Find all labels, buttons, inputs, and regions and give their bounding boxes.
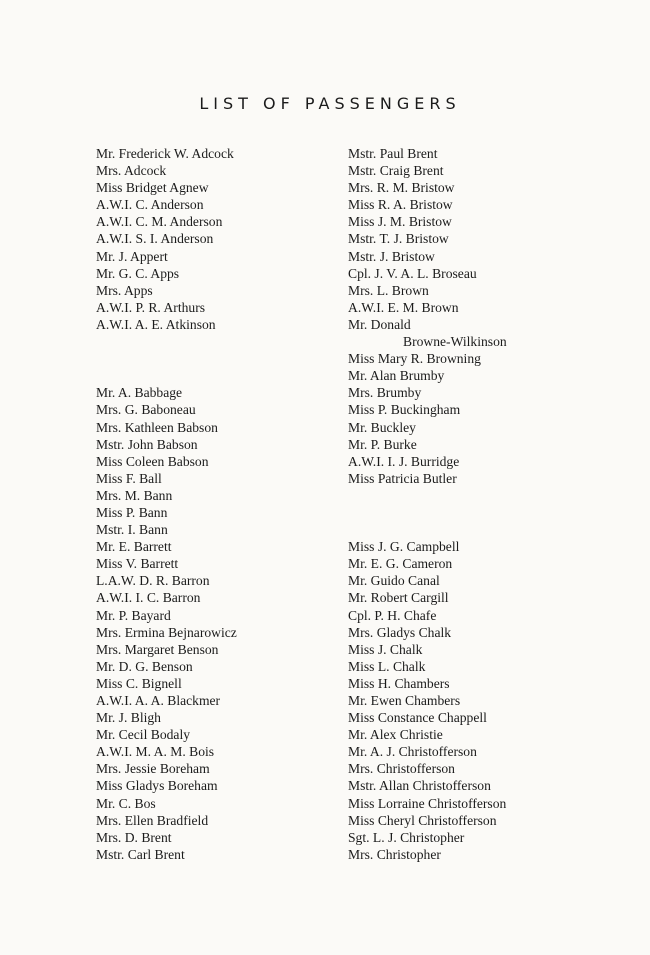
passenger-name: Miss Patricia Butler bbox=[348, 470, 457, 486]
passenger-name: Mstr. Carl Brent bbox=[96, 846, 185, 862]
passenger-name: Cpl. P. H. Chafe bbox=[348, 607, 437, 623]
passenger-name: Mrs. G. Baboneau bbox=[96, 402, 196, 418]
passenger-name-continuation: Browne-Wilkinson bbox=[403, 334, 507, 350]
passenger-name: Mstr. I. Bann bbox=[96, 522, 168, 538]
passenger-name: Miss J. G. Campbell bbox=[348, 539, 460, 555]
passenger-name: Mr. A. Babbage bbox=[96, 385, 183, 401]
passenger-name: Miss Coleen Babson bbox=[96, 453, 209, 469]
passenger-name: Mr. Guido Canal bbox=[348, 573, 440, 589]
passenger-name: Miss L. Chalk bbox=[348, 658, 426, 674]
passenger-name: Mr. Donald bbox=[348, 316, 411, 332]
passenger-name: Miss V. Barrett bbox=[96, 556, 179, 572]
passenger-name: Mrs. Brumby bbox=[348, 385, 422, 401]
passenger-name: Mstr. T. J. Bristow bbox=[348, 231, 449, 247]
passenger-name: A.W.I. E. M. Brown bbox=[348, 299, 459, 315]
passenger-name: Miss Gladys Boreham bbox=[96, 778, 218, 794]
passenger-name: Mrs. Margaret Benson bbox=[96, 641, 219, 657]
passenger-name: Miss H. Chambers bbox=[348, 675, 450, 691]
passenger-name: Mr. Frederick W. Adcock bbox=[96, 146, 234, 161]
passenger-name: L.A.W. D. R. Barron bbox=[96, 573, 210, 589]
passenger-name: Mr. Alex Christie bbox=[348, 727, 443, 743]
passenger-name: Mrs. D. Brent bbox=[96, 829, 172, 845]
passenger-name: Mr. Alan Brumby bbox=[348, 368, 445, 384]
passenger-name: Mrs. Ermina Bejnarowicz bbox=[96, 624, 237, 640]
passenger-name: Mrs. Jessie Boreham bbox=[96, 761, 210, 777]
passenger-name: Cpl. J. V. A. L. Broseau bbox=[348, 265, 477, 281]
passenger-name: A.W.I. I. C. Barron bbox=[96, 590, 201, 606]
passenger-name: Mrs. Gladys Chalk bbox=[348, 624, 452, 640]
section-gap bbox=[348, 504, 507, 521]
section-gap bbox=[96, 333, 237, 350]
passenger-name: Miss F. Ball bbox=[96, 470, 162, 486]
passenger-name: Mrs. Ellen Bradfield bbox=[96, 812, 209, 828]
passenger-name: Sgt. L. J. Christopher bbox=[348, 829, 465, 845]
passenger-name: Miss R. A. Bristow bbox=[348, 197, 453, 213]
section-gap bbox=[96, 367, 237, 384]
passenger-name: Mrs. Christopher bbox=[348, 846, 441, 862]
passenger-name: A.W.I. C. Anderson bbox=[96, 197, 204, 213]
passenger-list-left-column bbox=[96, 145, 237, 863]
passenger-name: Miss J. Chalk bbox=[348, 641, 423, 657]
passenger-name: Miss Mary R. Browning bbox=[348, 351, 481, 367]
passenger-name: Mr. J. Appert bbox=[96, 248, 168, 264]
passenger-name: A.W.I. S. I. Anderson bbox=[96, 231, 214, 247]
section-gap bbox=[96, 350, 237, 367]
passenger-name: Mr. A. J. Christofferson bbox=[348, 744, 477, 760]
passenger-name: Mr. Robert Cargill bbox=[348, 590, 449, 606]
passenger-name: Miss Cheryl Christofferson bbox=[348, 812, 497, 828]
passenger-name: Mrs. M. Bann bbox=[96, 487, 173, 503]
passenger-name: Mrs. Christofferson bbox=[348, 761, 455, 777]
passenger-name: Mrs. Kathleen Babson bbox=[96, 419, 218, 435]
passenger-name: Mr. D. G. Benson bbox=[96, 658, 193, 674]
passenger-name: Mr. E. G. Cameron bbox=[348, 556, 453, 572]
passenger-name: A.W.I. A. E. Atkinson bbox=[96, 316, 216, 332]
passenger-name: Mstr. J. Bristow bbox=[348, 248, 435, 264]
passenger-name: Miss Constance Chappell bbox=[348, 710, 487, 726]
passenger-name: Mrs. R. M. Bristow bbox=[348, 180, 455, 196]
passenger-name: A.W.I. M. A. M. Bois bbox=[96, 744, 215, 760]
passenger-name: Miss Bridget Agnew bbox=[96, 180, 209, 196]
page-title: LIST OF PASSENGERS bbox=[199, 94, 461, 113]
passenger-name: Miss P. Bann bbox=[96, 504, 168, 520]
passenger-name: A.W.I. A. A. Blackmer bbox=[96, 693, 221, 708]
passenger-name: Mstr. Craig Brent bbox=[348, 163, 444, 179]
passenger-name: Mr. C. Bos bbox=[96, 795, 156, 811]
passenger-name: Miss J. M. Bristow bbox=[348, 214, 452, 230]
section-gap bbox=[348, 521, 507, 538]
passenger-name: Miss Lorraine Christofferson bbox=[348, 795, 507, 811]
passenger-name: Mr. P. Burke bbox=[348, 436, 417, 452]
section-gap bbox=[348, 487, 507, 504]
passenger-name: Mr. Cecil Bodaly bbox=[96, 727, 191, 743]
passenger-name: Mr. Buckley bbox=[348, 419, 416, 435]
passenger-name: Miss C. Bignell bbox=[96, 675, 182, 691]
passenger-name: Mr. Ewen Chambers bbox=[348, 693, 461, 708]
passenger-list-right-column bbox=[348, 145, 507, 863]
passenger-name: Mr. J. Bligh bbox=[96, 710, 161, 726]
passenger-name: Miss P. Buckingham bbox=[348, 402, 461, 418]
passenger-name: Mstr. Paul Brent bbox=[348, 146, 438, 161]
passenger-name: Mrs. L. Brown bbox=[348, 282, 429, 298]
passenger-name: Mrs. Apps bbox=[96, 282, 153, 298]
passenger-name: A.W.I. P. R. Arthurs bbox=[96, 299, 206, 315]
passenger-name: Mrs. Adcock bbox=[96, 163, 167, 179]
passenger-name: Mr. P. Bayard bbox=[96, 607, 171, 623]
passenger-name: Mstr. Allan Christofferson bbox=[348, 778, 491, 794]
passenger-name: Mr. G. C. Apps bbox=[96, 265, 180, 281]
passenger-name: Mr. E. Barrett bbox=[96, 539, 172, 555]
passenger-name: Mstr. John Babson bbox=[96, 436, 198, 452]
passenger-name: A.W.I. C. M. Anderson bbox=[96, 214, 223, 230]
passenger-name: A.W.I. I. J. Burridge bbox=[348, 453, 460, 469]
